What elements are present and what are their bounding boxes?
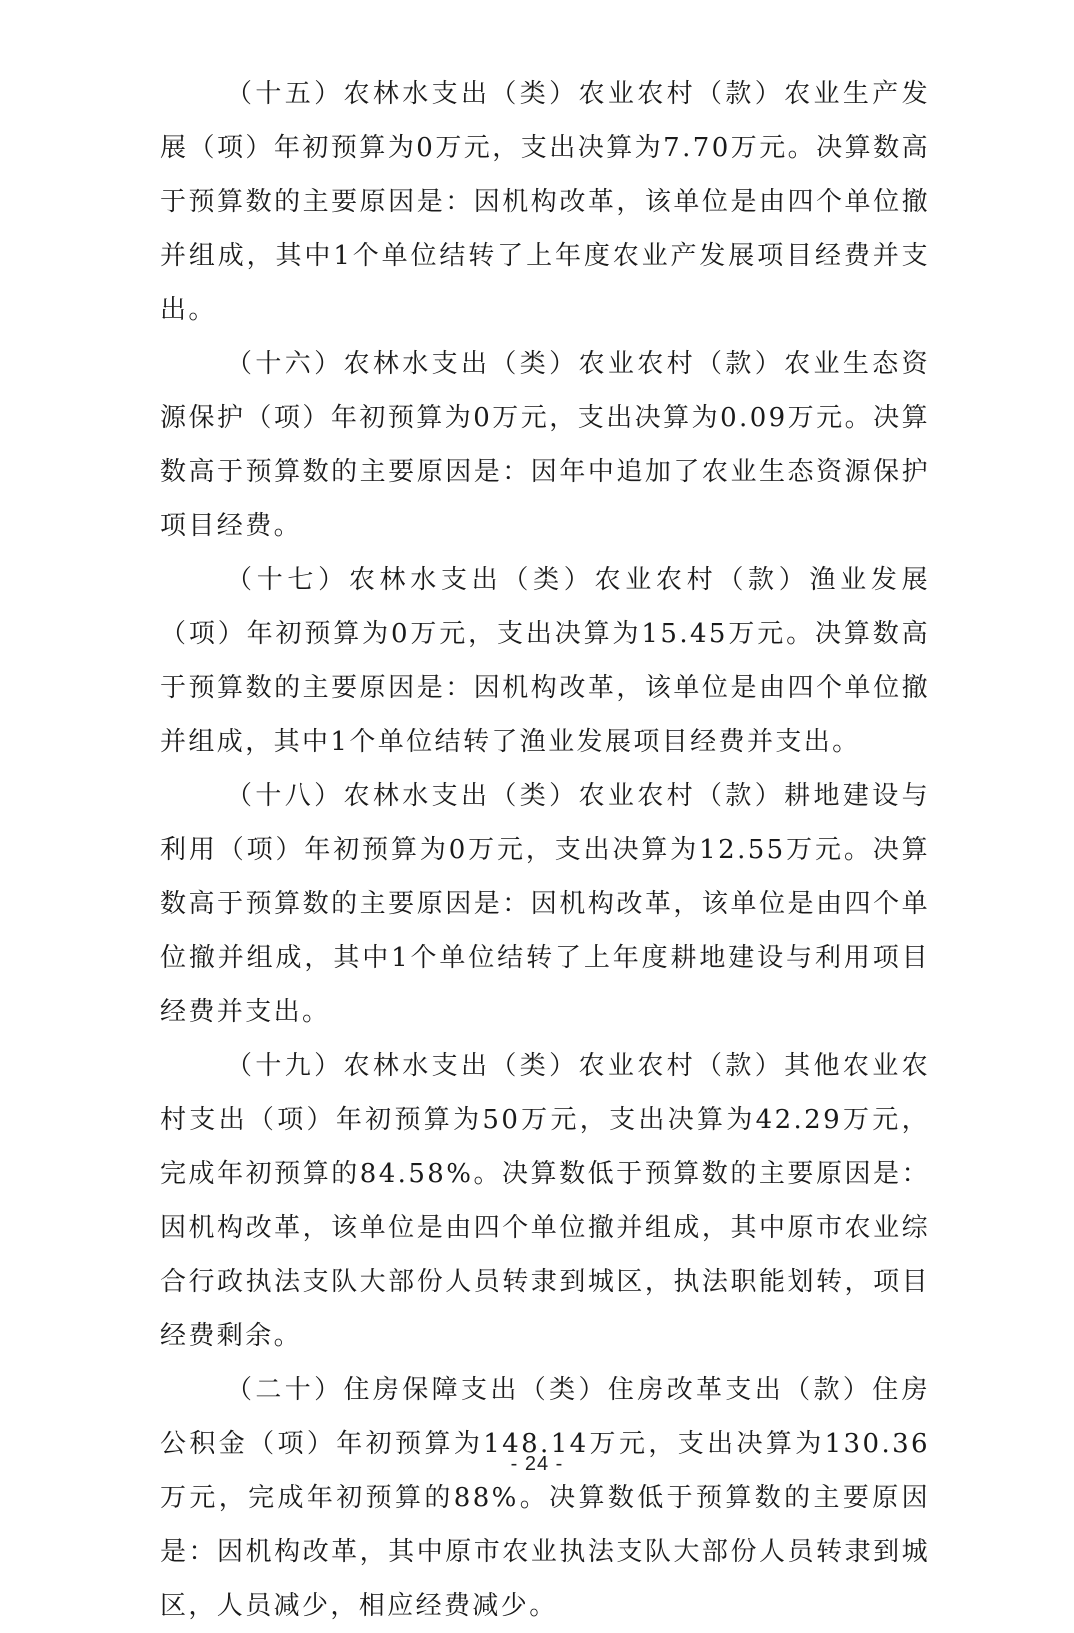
document-body [160,67,930,1633]
paragraph-17: （十七）农林水支出（类）农业农村（款）渔业发展（项）年初预算为0万元，支出决算为15.45万元。决算数高于预算数的主要原因是：因机构改革，该单位是由四个单位撤并组成，其中1个单位结转了渔业发展项目经费并支出。 [160,565,930,757]
page-number: - 24 - [510,1453,564,1475]
paragraph-15: （十五）农林水支出（类）农业农村（款）农业生产发展（项）年初预算为0万元，支出决算为7.70万元。决算数高于预算数的主要原因是：因机构改革，该单位是由四个单位撤并组成，其中1个单位结转了上年度农业产发展项目经费并支出。 [160,79,930,325]
paragraph-20: （二十）住房保障支出（类）住房改革支出（款）住房公积金（项）年初预算为148.14万元，支出决算为130.36万元，完成年初预算的88%。决算数低于预算数的主要原因是：因机构改革，其中原市农业执法支队大部份人员转隶到城区，人员减少，相应经费减少。 [160,1375,930,1621]
paragraph-19: （十九）农林水支出（类）农业农村（款）其他农业农村支出（项）年初预算为50万元，支出决算为42.29万元，完成年初预算的84.58%。决算数低于预算数的主要原因是：因机构改革，该单位是由四个单位撤并组成，其中原市农业综合行政执法支队大部份人员转隶到城区，执法职能划转，项目经费剩余。 [160,1051,930,1351]
paragraph-16: （十六）农林水支出（类）农业农村（款）农业生态资源保护（项）年初预算为0万元，支出决算为0.09万元。决算数高于预算数的主要原因是：因年中追加了农业生态资源保护项目经费。 [160,349,930,541]
paragraph-18: （十八）农林水支出（类）农业农村（款）耕地建设与利用（项）年初预算为0万元，支出决算为12.55万元。决算数高于预算数的主要原因是：因机构改革，该单位是由四个单位撤并组成，其中1个单位结转了上年度耕地建设与利用项目经费并支出。 [160,781,930,1027]
